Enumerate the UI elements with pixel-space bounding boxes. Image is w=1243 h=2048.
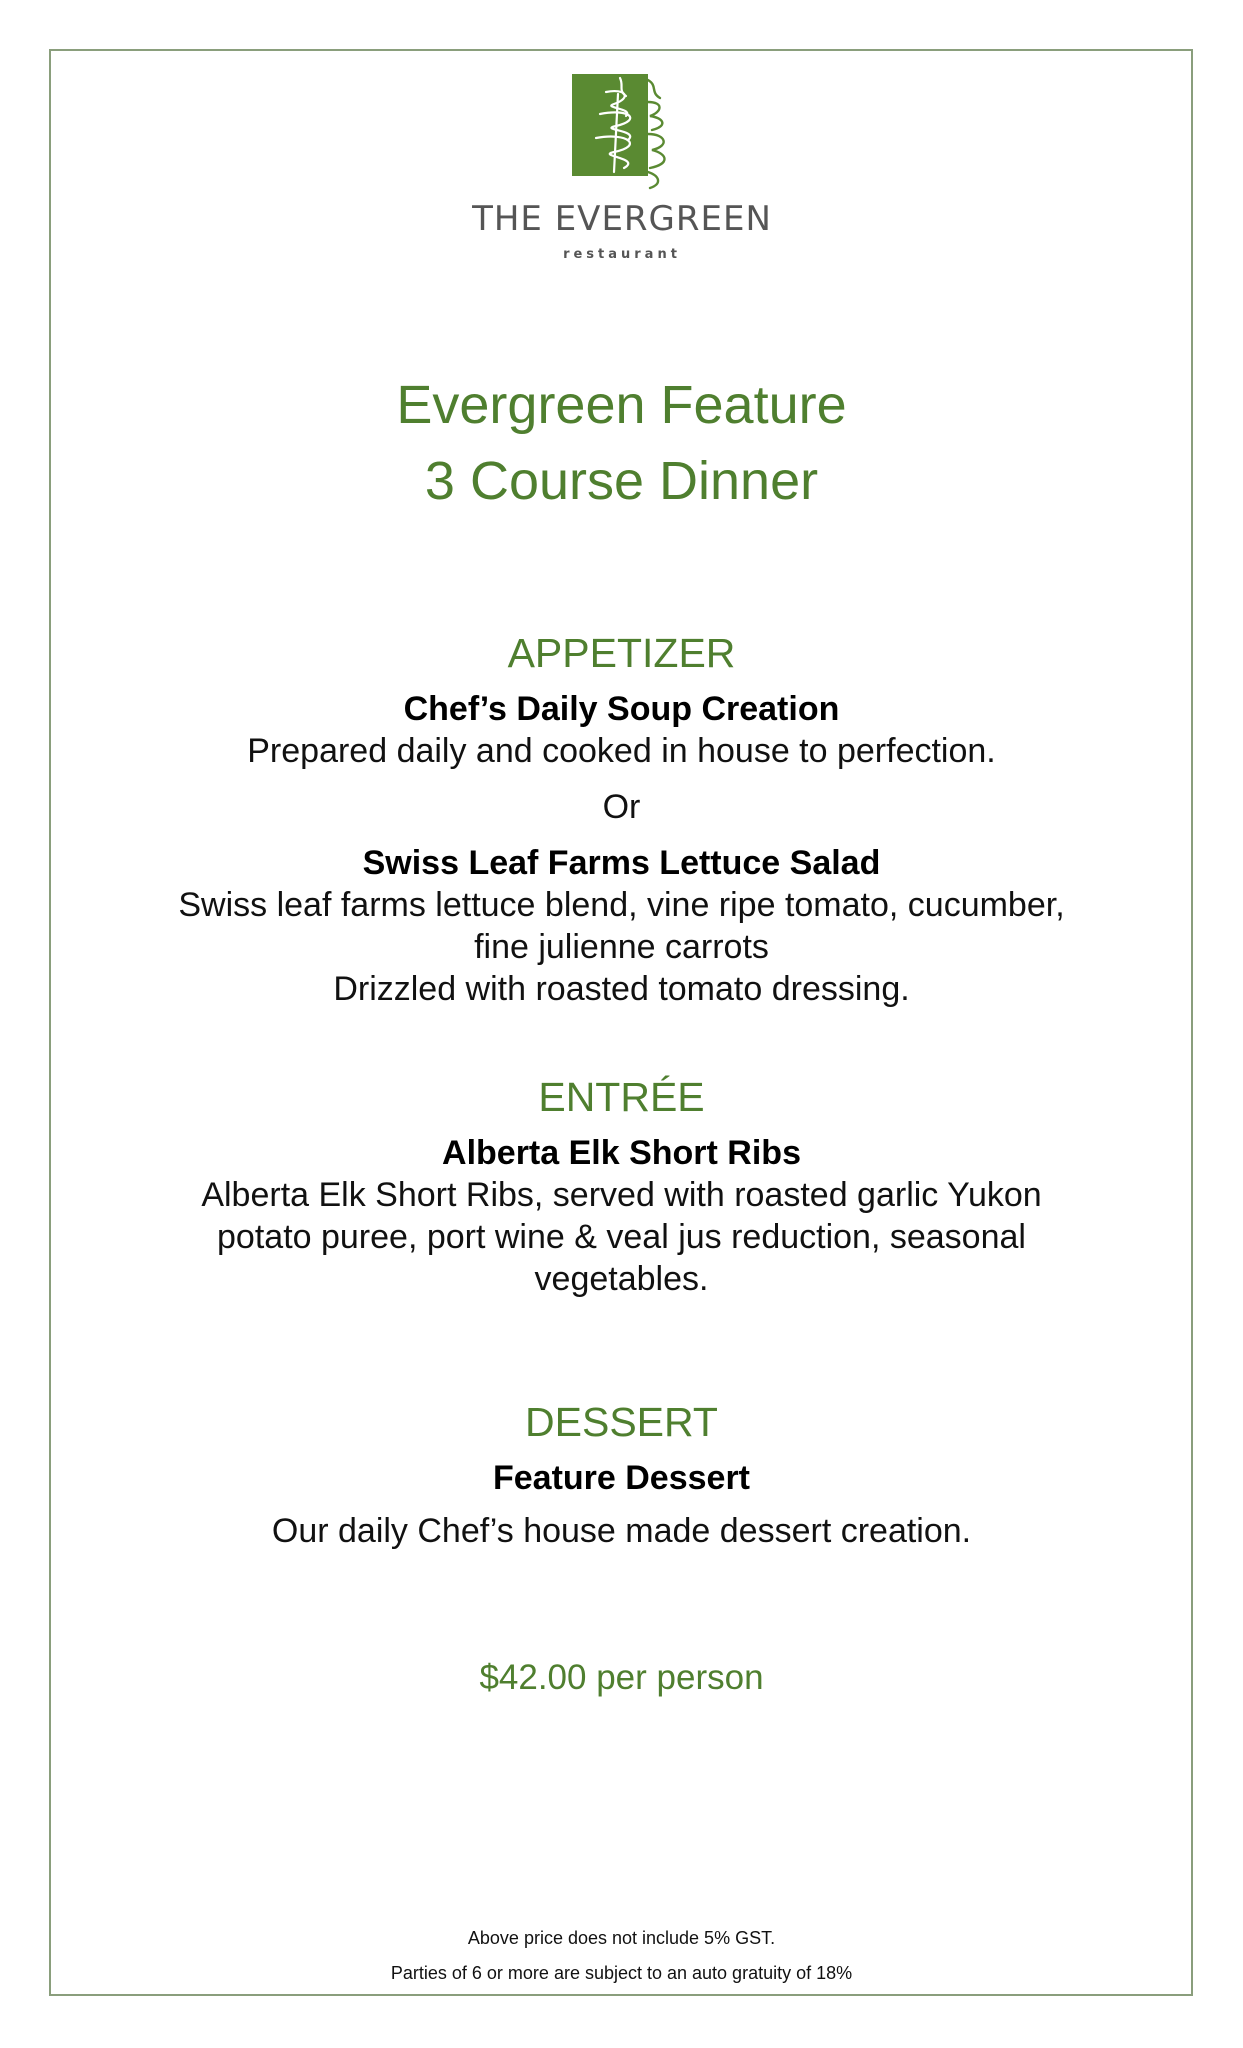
menu-border (49, 49, 1193, 1996)
menu-title-line-2: 3 Course Dinner (424, 451, 819, 511)
entree-heading: ENTRÉE (538, 1074, 705, 1120)
svg-text:THE EVERGREEN: THE EVERGREEN (471, 199, 772, 239)
appetizer-or-separator: Or (602, 788, 641, 826)
appetizer-option-1-name: Chef’s Daily Soup Creation (403, 690, 840, 728)
appetizer-heading: APPETIZER (507, 630, 736, 676)
appetizer-option-2-description-line-3: Drizzled with roasted tomato dressing. (333, 970, 910, 1008)
evergreen-tree-icon (471, 68, 772, 268)
entree-name: Alberta Elk Short Ribs (442, 1134, 801, 1172)
entree-description-line-2: potato puree, port wine & veal jus reduction, seasonal (217, 1218, 1026, 1256)
appetizer-option-2-description-line-1: Swiss leaf farms lettuce blend, vine ripe tomato, cucumber, (178, 886, 1065, 924)
dessert-name: Feature Dessert (492, 1459, 750, 1497)
footer-tax-note: Above price does not include 5% GST. (467, 1928, 776, 1948)
svg-text:restaurant: restaurant (562, 247, 681, 262)
appetizer-option-2-description-line-2: fine julienne carrots (474, 928, 769, 966)
menu-price: $42.00 per person (479, 1658, 764, 1697)
footer-gratuity-note: Parties of 6 or more are subject to an auto gratuity of 18% (390, 1963, 853, 1983)
menu-title-line-1: Evergreen Feature (396, 375, 847, 435)
restaurant-logo (0, 68, 1243, 268)
appetizer-option-2-name: Swiss Leaf Farms Lettuce Salad (362, 844, 881, 882)
appetizer-option-1-description: Prepared daily and cooked in house to perfection. (247, 732, 996, 770)
entree-description-line-3: vegetables. (534, 1260, 709, 1298)
dessert-description: Our daily Chef’s house made dessert creation. (271, 1512, 972, 1550)
entree-description-line-1: Alberta Elk Short Ribs, served with roasted garlic Yukon (201, 1176, 1042, 1214)
dessert-heading: DESSERT (525, 1399, 718, 1445)
